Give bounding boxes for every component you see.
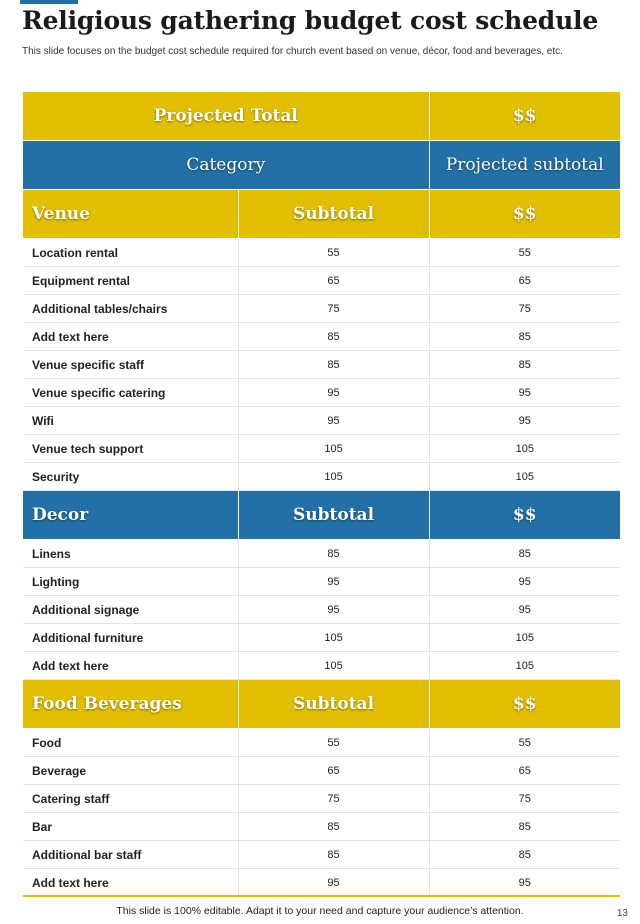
table-row bbox=[23, 239, 620, 267]
item-name: Add text here bbox=[23, 652, 238, 680]
section-amount-label: $$ bbox=[429, 190, 620, 239]
item-projected: 95 bbox=[429, 379, 620, 407]
item-name: Equipment rental bbox=[23, 267, 238, 295]
page-subtitle: This slide focuses on the budget cost schedule required for church event based on venue, décor, food and beverages, etc. bbox=[22, 46, 563, 57]
item-name: Additional tables/chairs bbox=[23, 295, 238, 323]
top-accent-bar bbox=[20, 0, 78, 4]
item-projected: 75 bbox=[429, 295, 620, 323]
table-row bbox=[23, 407, 620, 435]
projected-total-label: Projected Total bbox=[23, 92, 429, 141]
table-row bbox=[23, 295, 620, 323]
table-row bbox=[23, 785, 620, 813]
item-name: Additional furniture bbox=[23, 624, 238, 652]
item-projected: 55 bbox=[429, 239, 620, 267]
table-row bbox=[23, 435, 620, 463]
category-header-row bbox=[23, 141, 620, 190]
section-amount-label: $$ bbox=[429, 491, 620, 540]
table-row bbox=[23, 568, 620, 596]
item-subtotal: 85 bbox=[238, 813, 429, 841]
item-name: Food bbox=[23, 729, 238, 757]
item-projected: 75 bbox=[429, 785, 620, 813]
item-subtotal: 85 bbox=[238, 841, 429, 869]
item-projected: 55 bbox=[429, 729, 620, 757]
page-title: Religious gathering budget cost schedule bbox=[22, 6, 599, 35]
item-projected: 65 bbox=[429, 267, 620, 295]
item-subtotal: 85 bbox=[238, 540, 429, 568]
table-row bbox=[23, 624, 620, 652]
item-name: Venue specific catering bbox=[23, 379, 238, 407]
item-projected: 95 bbox=[429, 407, 620, 435]
section-name: Venue bbox=[23, 190, 238, 239]
item-projected: 85 bbox=[429, 813, 620, 841]
item-projected: 105 bbox=[429, 652, 620, 680]
item-projected: 95 bbox=[429, 596, 620, 624]
item-projected: 85 bbox=[429, 841, 620, 869]
item-subtotal: 85 bbox=[238, 323, 429, 351]
table-row bbox=[23, 869, 620, 897]
table-row bbox=[23, 841, 620, 869]
item-subtotal: 85 bbox=[238, 351, 429, 379]
item-name: Lighting bbox=[23, 568, 238, 596]
section-subtotal-label: Subtotal bbox=[238, 680, 429, 729]
item-subtotal: 95 bbox=[238, 407, 429, 435]
item-subtotal: 95 bbox=[238, 869, 429, 897]
table-row bbox=[23, 351, 620, 379]
budget-table bbox=[23, 92, 620, 897]
footer-note: This slide is 100% editable. Adapt it to your need and capture your audience’s attention. bbox=[116, 905, 524, 917]
item-subtotal: 95 bbox=[238, 379, 429, 407]
item-subtotal: 75 bbox=[238, 785, 429, 813]
table-row bbox=[23, 729, 620, 757]
section-header-decor bbox=[23, 491, 620, 540]
table-row bbox=[23, 323, 620, 351]
item-subtotal: 105 bbox=[238, 435, 429, 463]
item-projected: 85 bbox=[429, 323, 620, 351]
budget-table-body bbox=[23, 92, 620, 897]
item-name: Catering staff bbox=[23, 785, 238, 813]
item-name: Add text here bbox=[23, 323, 238, 351]
table-row bbox=[23, 267, 620, 295]
footer-rule bbox=[23, 895, 620, 897]
item-name: Linens bbox=[23, 540, 238, 568]
item-projected: 85 bbox=[429, 540, 620, 568]
table-row bbox=[23, 757, 620, 785]
table-row bbox=[23, 652, 620, 680]
item-name: Bar bbox=[23, 813, 238, 841]
item-subtotal: 75 bbox=[238, 295, 429, 323]
item-projected: 95 bbox=[429, 568, 620, 596]
projected-total-row bbox=[23, 92, 620, 141]
item-name: Additional bar staff bbox=[23, 841, 238, 869]
item-projected: 85 bbox=[429, 351, 620, 379]
table-row bbox=[23, 463, 620, 491]
section-header-venue bbox=[23, 190, 620, 239]
item-subtotal: 65 bbox=[238, 757, 429, 785]
item-subtotal: 95 bbox=[238, 596, 429, 624]
item-name: Additional signage bbox=[23, 596, 238, 624]
item-name: Security bbox=[23, 463, 238, 491]
item-name: Add text here bbox=[23, 869, 238, 897]
table-row bbox=[23, 813, 620, 841]
category-header: Category bbox=[23, 141, 429, 190]
item-subtotal: 105 bbox=[238, 463, 429, 491]
table-row bbox=[23, 540, 620, 568]
item-subtotal: 105 bbox=[238, 624, 429, 652]
table-row bbox=[23, 596, 620, 624]
projected-subtotal-header: Projected subtotal bbox=[429, 141, 620, 190]
section-subtotal-label: Subtotal bbox=[238, 190, 429, 239]
item-subtotal: 55 bbox=[238, 729, 429, 757]
item-projected: 95 bbox=[429, 869, 620, 897]
item-subtotal: 65 bbox=[238, 267, 429, 295]
item-projected: 105 bbox=[429, 624, 620, 652]
item-name: Venue specific staff bbox=[23, 351, 238, 379]
item-name: Beverage bbox=[23, 757, 238, 785]
item-name: Location rental bbox=[23, 239, 238, 267]
projected-total-value: $$ bbox=[429, 92, 620, 141]
item-subtotal: 55 bbox=[238, 239, 429, 267]
item-name: Venue tech support bbox=[23, 435, 238, 463]
section-amount-label: $$ bbox=[429, 680, 620, 729]
item-projected: 105 bbox=[429, 463, 620, 491]
section-subtotal-label: Subtotal bbox=[238, 491, 429, 540]
item-projected: 105 bbox=[429, 435, 620, 463]
item-subtotal: 95 bbox=[238, 568, 429, 596]
page-number: 13 bbox=[616, 908, 628, 919]
item-projected: 65 bbox=[429, 757, 620, 785]
item-name: Wifi bbox=[23, 407, 238, 435]
table-row bbox=[23, 379, 620, 407]
section-name: Decor bbox=[23, 491, 238, 540]
section-name: Food Beverages bbox=[23, 680, 238, 729]
section-header-food-beverages bbox=[23, 680, 620, 729]
item-subtotal: 105 bbox=[238, 652, 429, 680]
